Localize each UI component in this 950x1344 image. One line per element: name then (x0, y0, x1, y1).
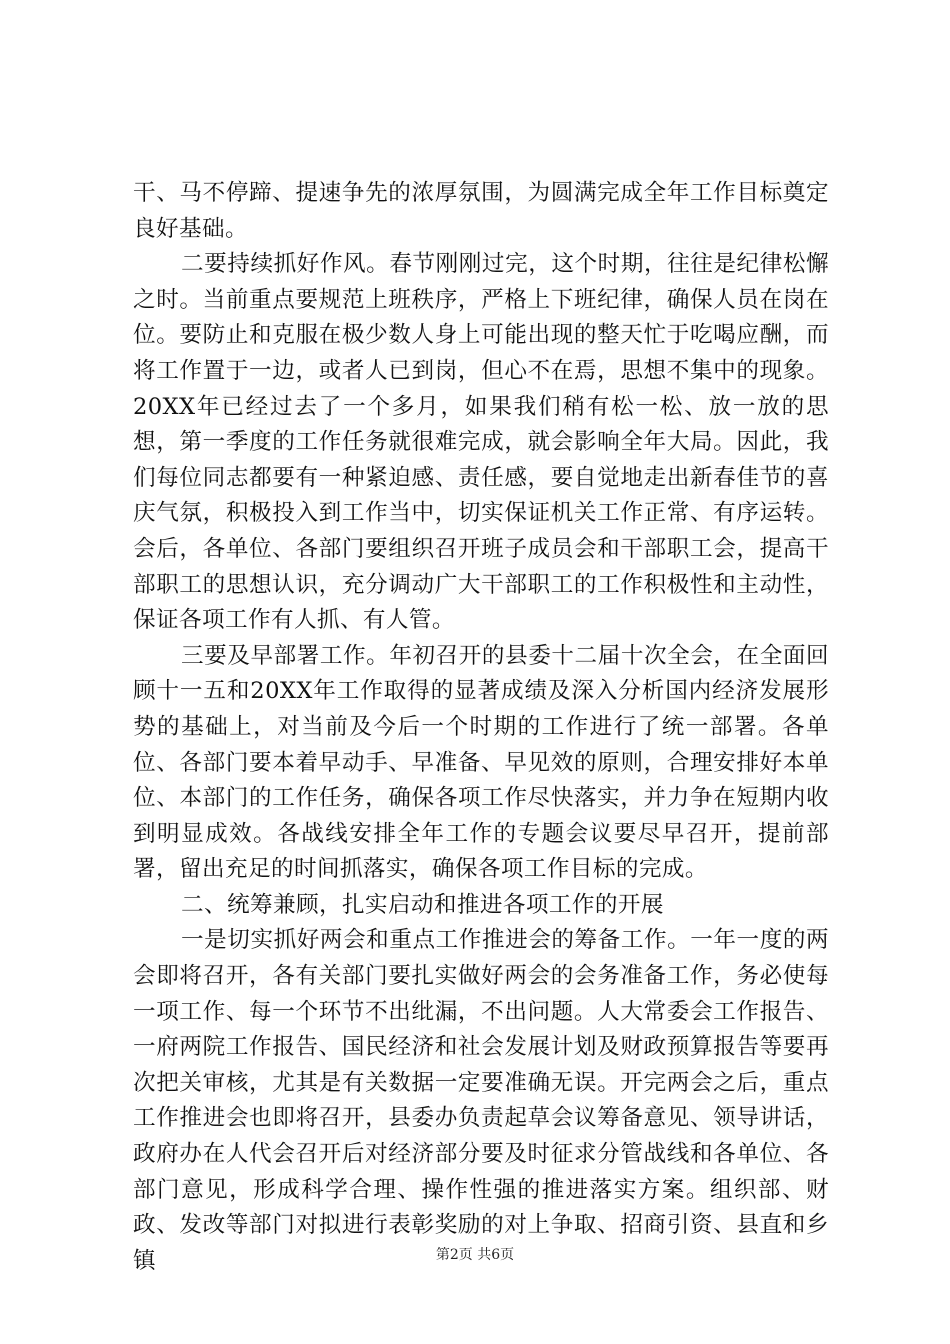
paragraph-two-sessions: 一是切实抓好两会和重点工作推进会的筹备工作。一年一度的两会即将召开，各有关部门要扎实做好两会的会务准备工作，务必使每一项工作、每一个环节不出纰漏，不出问题。人大常委会工作报告、一府两院工作报告、国民经济和社会发展计划及财政预算报告等要再次把关审核，尤其是有关数据一定要准确无误。开完两会之后，重点工作推进会也即将召开，县委办负责起草会议筹备意见、领导讲话，政府办在人代会召开后对经济部分要及时征求分管战线和各单位、各部门意见，形成科学合理、操作性强的推进落实方案。组织部、财政、发改等部门对拟进行表彰奖励的对上争取、招商引资、县直和乡镇 (133, 927, 829, 1274)
paragraph-early-deployment: 三要及早部署工作。年初召开的县委十二届十次全会，在全面回顾十一五和20XX年工作取得的显著成绩及深入分析国内经济发展形势的基础上，对当前及今后一个时期的工作进行了统一部署。各单位、各部门要本着早动手、早准备、早见效的原则，合理安排好本单位、本部门的工作任务，确保各项工作尽快落实，并力争在短期内收到明显成效。各战线安排全年工作的专题会议要尽早召开，提前部署，留出充足的时间抓落实，确保各项工作目标的完成。 (133, 642, 829, 883)
section-heading: 二、统筹兼顾，扎实启动和推进各项工作的开展 (181, 891, 664, 918)
paragraph-continuation: 干、马不停蹄、提速争先的浓厚氛围，为圆满完成全年工作目标奠定良好基础。 (133, 180, 829, 242)
page-footer: 第2页 共6页 (435, 1247, 515, 1263)
paragraph-work-style: 二要持续抓好作风。春节刚刚过完，这个时期，往往是纪律松懈之时。当前重点要规范上班秩序，严格上下班纪律，确保人员在岗在位。要防止和克服在极少数人身上可能出现的整天忙于吃喝应酬，而将工作置于一边，或者人已到岗，但心不在焉，思想不集中的现象。20XX年已经过去了一个多月，如果我们稍有松一松、放一放的思想，第一季度的工作任务就很难完成，就会影响全年大局。因此，我们每位同志都要有一种紧迫感、责任感，要自觉地走出新春佳节的喜庆气氛，积极投入到工作当中，切实保证机关工作正常、有序运转。会后，各单位、各部门要组织召开班子成员会和干部职工会，提高干部职工的思想认识，充分调动广大干部职工的工作积极性和主动性，保证各项工作有人抓、有人管。 (133, 251, 829, 634)
document-body (133, 176, 829, 1279)
